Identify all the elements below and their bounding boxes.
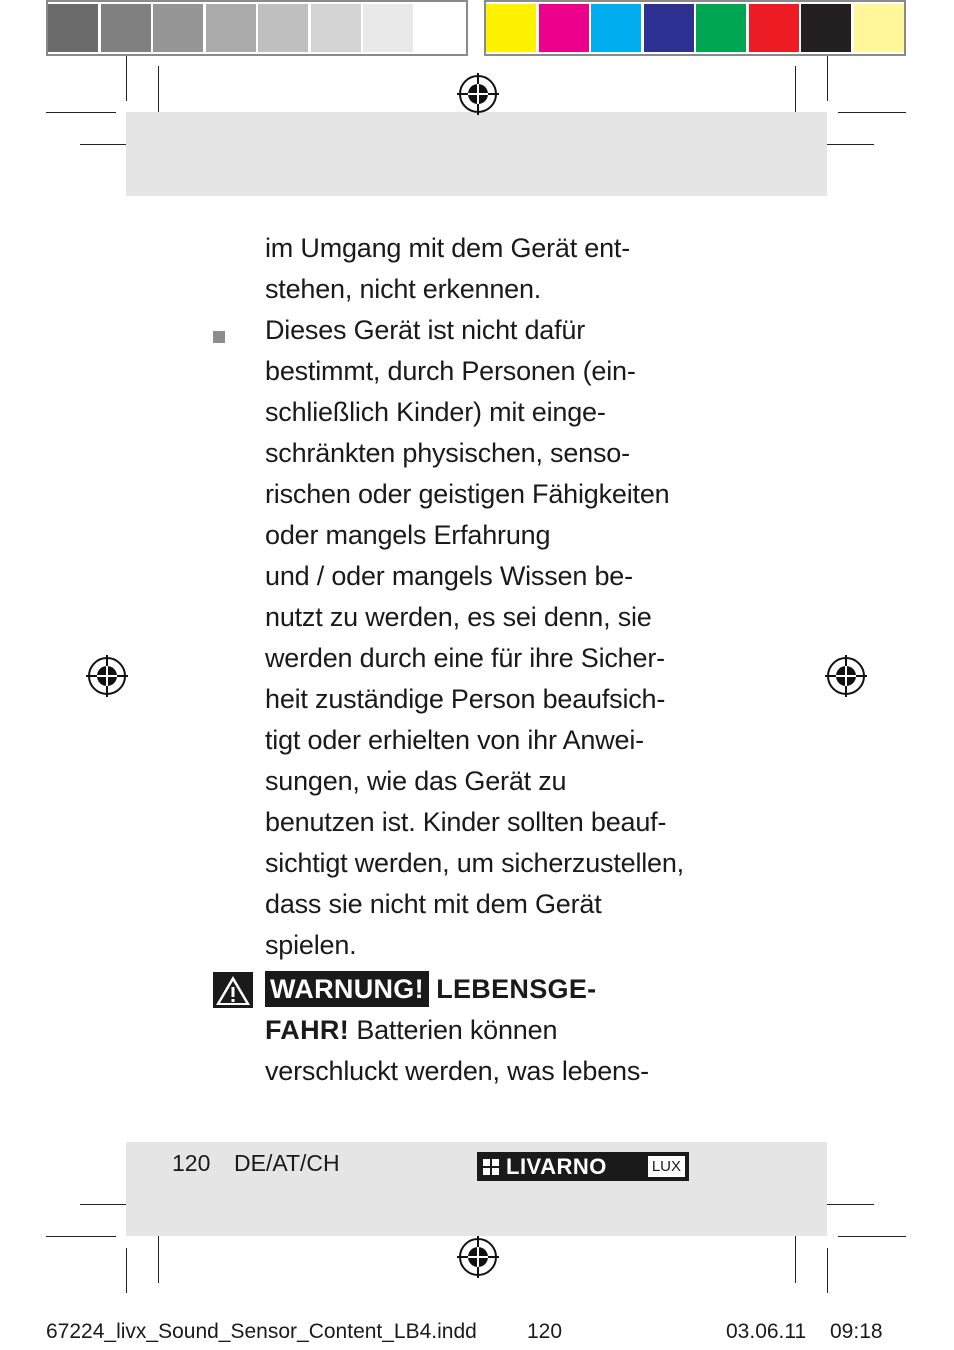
color-swatch	[749, 4, 799, 52]
crop-mark	[795, 1228, 796, 1283]
logo-lux-badge: LUX	[648, 1156, 685, 1177]
text-line: tigt oder erhielten von ihr Anwei-	[265, 725, 644, 755]
crop-mark	[46, 112, 116, 113]
warning-line	[265, 969, 596, 1010]
color-swatch	[801, 4, 851, 52]
language-codes: DE/AT/CH	[234, 1150, 340, 1176]
color-swatch	[644, 4, 694, 52]
warning-line	[265, 1010, 557, 1051]
slug-page: 120	[527, 1320, 563, 1343]
crop-mark	[827, 56, 828, 101]
warning-badge: WARNUNG!	[265, 971, 429, 1007]
slug-time: 09:18	[830, 1320, 883, 1343]
page-number: 120	[172, 1150, 211, 1176]
crop-mark	[126, 1248, 127, 1293]
crop-mark	[827, 1248, 828, 1293]
registration-mark-icon	[86, 655, 128, 697]
crop-mark	[126, 56, 127, 101]
color-swatch	[206, 4, 256, 52]
text-line: schließlich Kinder) mit einge-	[265, 397, 606, 427]
logo-wordmark: LIVARNO	[506, 1153, 607, 1179]
color-swatch	[311, 4, 361, 52]
logo-squares-icon	[483, 1159, 499, 1175]
text-line: stehen, nicht erkennen.	[265, 274, 542, 304]
text-line: und / oder mangels Wissen be-	[265, 561, 633, 591]
color-swatch	[48, 4, 98, 52]
warning-text: Batterien können	[356, 1015, 558, 1045]
slug-date: 03.06.11	[726, 1320, 807, 1343]
text-line: nutzt zu werden, es sei denn, sie	[265, 602, 652, 632]
header-band	[126, 112, 827, 196]
registration-mark-icon	[825, 655, 867, 697]
registration-mark-icon	[457, 73, 499, 115]
color-swatch	[416, 4, 466, 52]
text-line: heit zuständige Person beaufsich-	[265, 684, 666, 714]
text-line: dass sie nicht mit dem Gerät	[265, 889, 602, 919]
text-line: spielen.	[265, 930, 357, 960]
text-line: oder mangels Erfahrung	[265, 520, 551, 550]
color-swatch	[153, 4, 203, 52]
text-line: werden durch eine für ihre Sicher-	[265, 643, 665, 673]
color-swatch	[591, 4, 641, 52]
text-line: sichtigt werden, um sicherzustellen,	[265, 848, 684, 878]
crop-mark	[158, 1228, 159, 1283]
text-line: im Umgang mit dem Gerät ent-	[265, 233, 631, 263]
text-line: schränkten physischen, senso-	[265, 438, 630, 468]
livarno-lux-logo	[477, 1152, 689, 1181]
warning-heading: LEBENSGE-	[436, 974, 597, 1004]
crop-mark	[838, 112, 906, 113]
text-line: sungen, wie das Gerät zu	[265, 766, 567, 796]
color-swatch	[539, 4, 589, 52]
bullet-square	[213, 331, 225, 343]
color-swatch	[486, 4, 536, 52]
color-swatch	[258, 4, 308, 52]
crop-mark	[46, 1236, 116, 1237]
warning-heading-cont: FAHR!	[265, 1015, 349, 1045]
color-swatch	[101, 4, 151, 52]
color-swatch	[696, 4, 746, 52]
text-line: benutzen ist. Kinder sollten beauf-	[265, 807, 667, 837]
color-swatch	[363, 4, 413, 52]
registration-mark-icon	[457, 1236, 499, 1278]
crop-mark	[838, 1236, 906, 1237]
text-line: bestimmt, durch Personen (ein-	[265, 356, 636, 386]
text-line: rischen oder geistigen Fähigkeiten	[265, 479, 670, 509]
color-swatch	[854, 4, 904, 52]
text-line: Dieses Gerät ist nicht dafür	[265, 315, 586, 345]
slug-filename: 67224_livx_Sound_Sensor_Content_LB4.indd	[46, 1320, 477, 1343]
text-line: verschluckt werden, was lebens-	[265, 1056, 649, 1086]
warning-triangle-icon	[213, 972, 253, 1008]
